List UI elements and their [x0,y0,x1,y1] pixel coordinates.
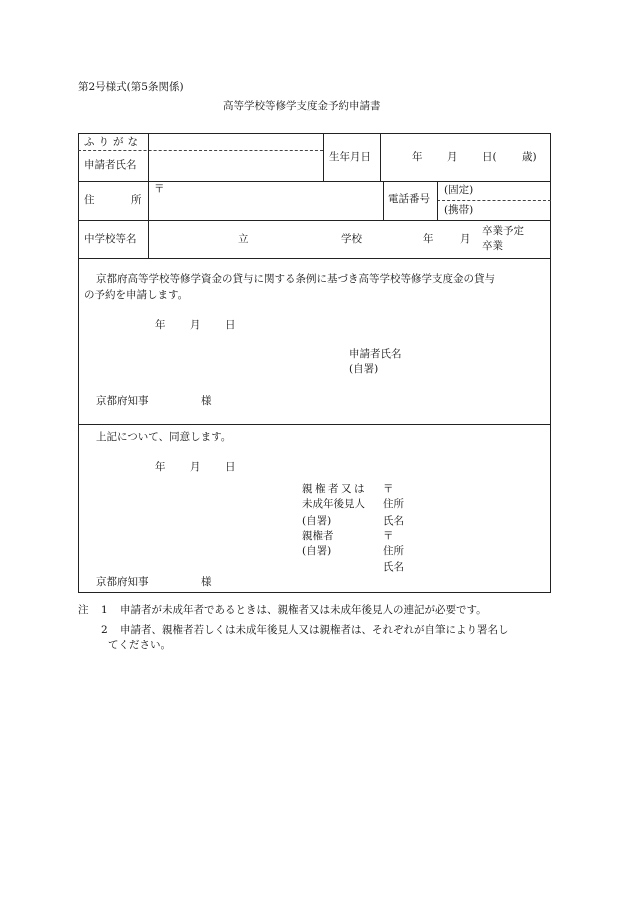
birthdate-month: 月 [447,151,458,163]
school-gakkou: 学校 [341,233,362,245]
consent-date-month: 月 [190,461,201,473]
application-body-line1: 京都府高等学校等修学資金の貸与に関する条例に基づき高等学校等修学支度金の貸与 [96,273,495,285]
note-1-number: 1 [101,604,108,616]
applicant-name-label: 申請者氏名 [84,159,137,171]
phone-mobile-label: (携帯) [444,204,474,216]
guardian2-postal-mark: 〒 [383,530,394,542]
divider [323,133,324,181]
note-2-number: 2 [101,624,108,636]
note-1-text: 申請者が未成年者であるときは、親権者又は未成年後見人の連記が必要です。 [120,604,487,616]
phone-divider [437,200,551,201]
address-label-2: 所 [131,194,142,206]
guardian1-postal-mark: 〒 [383,483,394,495]
furigana-label: ふりがな [84,136,142,148]
notes-prefix: 注 [78,604,89,616]
applicant-signature-label: 申請者氏名 [349,348,402,360]
guardian2-sign-note: (自署) [302,545,332,557]
consent-date-day: 日 [225,461,236,473]
form-number: 第2号様式(第5条関係) [78,81,184,93]
guardian1-title-line1: 親権者又は [302,483,367,495]
application-date-year: 年 [155,319,166,331]
school-label: 中学校等名 [84,233,137,245]
guardian2-name-label: 氏名 [383,561,404,573]
application-date-day: 日 [225,319,236,331]
consent-sama: 様 [201,576,212,588]
divider [437,181,438,220]
phone-fixed-label: (固定) [444,184,474,196]
guardian1-address-label: 住所 [383,498,404,510]
consent-date-year: 年 [155,461,166,473]
school-ritsu: 立 [238,233,249,245]
graduation-done: 卒業 [482,240,503,252]
graduation-expected: 卒業予定 [482,225,524,237]
school-month: 月 [460,233,471,245]
divider [78,258,551,259]
address-postal-mark: 〒 [154,183,165,195]
birthdate-age: 歳) [522,151,537,163]
school-year: 年 [423,233,434,245]
note-2-text-line2: てください。 [108,639,171,651]
address-label-1: 住 [84,194,95,206]
application-governor: 京都府知事 [96,395,149,407]
divider [148,133,149,258]
application-date-month: 月 [190,319,201,331]
guardian1-sign-note: (自署) [302,515,332,527]
applicant-signature-note: (自署) [349,363,379,375]
guardian2-address-label: 住所 [383,545,404,557]
birthdate-label: 生年月日 [329,151,371,163]
furigana-divider [78,150,323,151]
phone-label: 電話番号 [388,193,430,205]
guardian2-title: 親権者 [302,530,334,542]
birthdate-day: 日( [482,151,497,163]
divider [380,133,381,181]
birthdate-year: 年 [412,151,423,163]
guardian1-title-line2: 未成年後見人 [302,498,365,510]
page-title: 高等学校等修学支度金予約申請書 [223,100,381,112]
divider [383,181,384,220]
application-sama: 様 [201,395,212,407]
consent-intro: 上記について、同意します。 [96,431,232,443]
consent-governor: 京都府知事 [96,576,149,588]
guardian1-name-label: 氏名 [383,515,404,527]
divider [78,424,551,425]
application-body-line2: の予約を申請します。 [84,289,189,301]
note-2-text-line1: 申請者、親権者若しくは未成年後見人又は親権者は、それぞれが自筆により署名し [120,624,509,636]
